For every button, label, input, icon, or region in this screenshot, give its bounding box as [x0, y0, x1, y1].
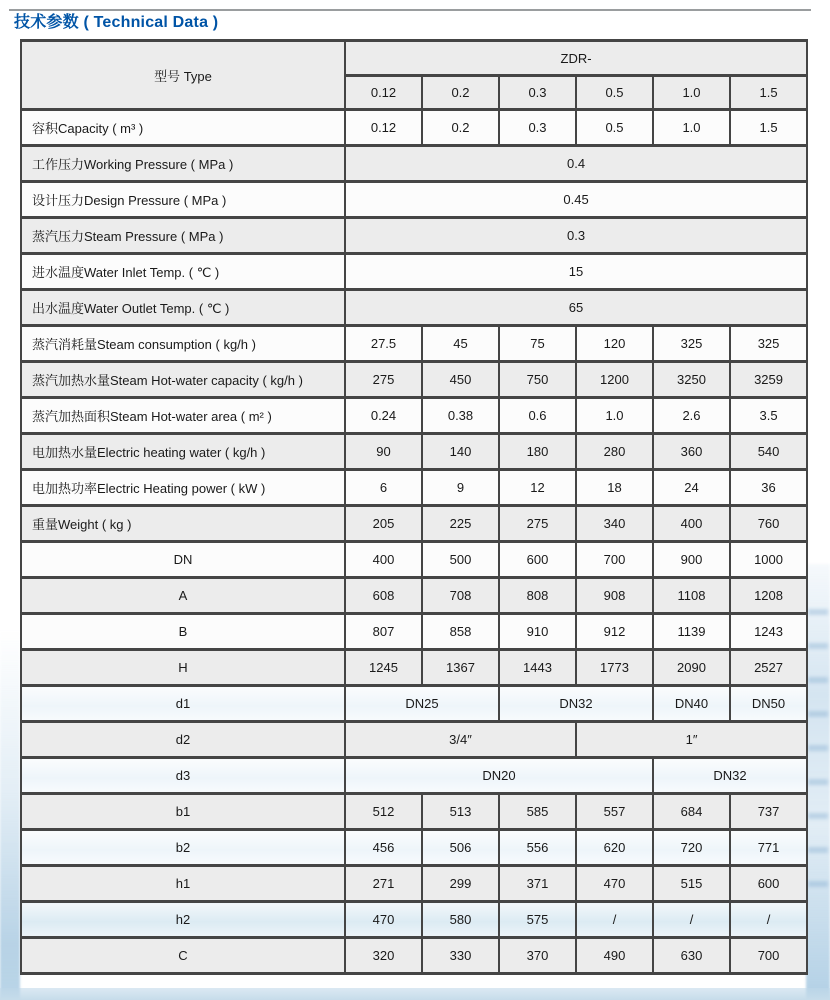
value-cell: DN32: [653, 758, 807, 794]
value-cell: 3.5: [730, 398, 807, 434]
value-cell: 205: [345, 506, 422, 542]
row-label: 出水温度Water Outlet Temp. ( ℃ ): [21, 290, 345, 326]
value-cell: 557: [576, 794, 653, 830]
value-cell: 120: [576, 326, 653, 362]
value-cell: 500: [422, 542, 499, 578]
value-cell: 0.2: [422, 110, 499, 146]
value-cell: 271: [345, 866, 422, 902]
value-cell: 24: [653, 470, 730, 506]
value-cell: DN25: [345, 686, 499, 722]
value-cell: /: [653, 902, 730, 938]
value-cell: 275: [345, 362, 422, 398]
value-cell: 807: [345, 614, 422, 650]
type-header-cell: 型号 Type: [21, 41, 345, 110]
value-cell: 0.4: [345, 146, 807, 182]
value-cell: 1443: [499, 650, 576, 686]
value-cell: 27.5: [345, 326, 422, 362]
table-row: [21, 650, 807, 686]
series-header-cell: ZDR-: [345, 41, 807, 76]
value-cell: 400: [345, 542, 422, 578]
value-cell: 600: [730, 866, 807, 902]
table-row: [21, 398, 807, 434]
value-cell: 684: [653, 794, 730, 830]
value-cell: DN40: [653, 686, 730, 722]
value-cell: 1243: [730, 614, 807, 650]
value-cell: 0.38: [422, 398, 499, 434]
row-label: 容积Capacity ( m³ ): [21, 110, 345, 146]
value-cell: 808: [499, 578, 576, 614]
value-cell: 1.0: [653, 110, 730, 146]
value-cell: 708: [422, 578, 499, 614]
table-row: [21, 254, 807, 290]
value-cell: 225: [422, 506, 499, 542]
table-row: [21, 326, 807, 362]
value-cell: 0.24: [345, 398, 422, 434]
series-header-row: [21, 41, 807, 76]
page-title: 技术参数 ( Technical Data ): [14, 14, 219, 31]
value-cell: 275: [499, 506, 576, 542]
table-row: [21, 542, 807, 578]
value-cell: 700: [730, 938, 807, 974]
model-header-cell: 1.0: [653, 76, 730, 110]
table-row: [21, 794, 807, 830]
value-cell: 1000: [730, 542, 807, 578]
value-cell: 720: [653, 830, 730, 866]
value-cell: 45: [422, 326, 499, 362]
table-row: [21, 758, 807, 794]
value-cell: 512: [345, 794, 422, 830]
value-cell: 910: [499, 614, 576, 650]
value-cell: 0.3: [345, 218, 807, 254]
table-row: [21, 290, 807, 326]
value-cell: 325: [730, 326, 807, 362]
table-row: [21, 578, 807, 614]
value-cell: 912: [576, 614, 653, 650]
value-cell: 18: [576, 470, 653, 506]
value-cell: 490: [576, 938, 653, 974]
value-cell: 36: [730, 470, 807, 506]
row-label: 蒸汽加热面积Steam Hot-water area ( m² ): [21, 398, 345, 434]
model-header-cell: 0.5: [576, 76, 653, 110]
value-cell: 1773: [576, 650, 653, 686]
value-cell: 90: [345, 434, 422, 470]
table-head: [21, 41, 807, 110]
row-label: 蒸汽加热水量Steam Hot-water capacity ( kg/h ): [21, 362, 345, 398]
value-cell: 12: [499, 470, 576, 506]
value-cell: 299: [422, 866, 499, 902]
value-cell: 1245: [345, 650, 422, 686]
value-cell: 470: [576, 866, 653, 902]
value-cell: 3250: [653, 362, 730, 398]
row-label: 工作压力Working Pressure ( MPa ): [21, 146, 345, 182]
row-label: 蒸汽压力Steam Pressure ( MPa ): [21, 218, 345, 254]
value-cell: 280: [576, 434, 653, 470]
table-row: [21, 722, 807, 758]
value-cell: 750: [499, 362, 576, 398]
value-cell: 630: [653, 938, 730, 974]
value-cell: 2527: [730, 650, 807, 686]
watermark-photo-bottom: [0, 988, 830, 1000]
value-cell: 2.6: [653, 398, 730, 434]
value-cell: 0.5: [576, 110, 653, 146]
table-row: [21, 866, 807, 902]
model-header-cell: 0.3: [499, 76, 576, 110]
value-cell: 180: [499, 434, 576, 470]
value-cell: 75: [499, 326, 576, 362]
value-cell: 470: [345, 902, 422, 938]
table-row: [21, 506, 807, 542]
value-cell: 760: [730, 506, 807, 542]
row-label: d2: [21, 722, 345, 758]
watermark-photo-marks: [808, 609, 828, 909]
value-cell: 15: [345, 254, 807, 290]
value-cell: 450: [422, 362, 499, 398]
value-cell: 900: [653, 542, 730, 578]
model-header-cell: 1.5: [730, 76, 807, 110]
value-cell: 340: [576, 506, 653, 542]
row-label: A: [21, 578, 345, 614]
table-row: [21, 182, 807, 218]
value-cell: 325: [653, 326, 730, 362]
row-label: b1: [21, 794, 345, 830]
value-cell: 540: [730, 434, 807, 470]
table-body: [21, 110, 807, 974]
value-cell: 1367: [422, 650, 499, 686]
table-row: [21, 110, 807, 146]
table-row: [21, 218, 807, 254]
value-cell: 580: [422, 902, 499, 938]
value-cell: 1″: [576, 722, 807, 758]
value-cell: 908: [576, 578, 653, 614]
value-cell: 3/4″: [345, 722, 576, 758]
value-cell: 608: [345, 578, 422, 614]
value-cell: 771: [730, 830, 807, 866]
value-cell: DN32: [499, 686, 653, 722]
value-cell: DN20: [345, 758, 653, 794]
model-header-cell: 0.12: [345, 76, 422, 110]
value-cell: 506: [422, 830, 499, 866]
row-label: h2: [21, 902, 345, 938]
row-label: DN: [21, 542, 345, 578]
table-row: [21, 146, 807, 182]
value-cell: 575: [499, 902, 576, 938]
row-label: 电加热功率Electric Heating power ( kW ): [21, 470, 345, 506]
row-label: 蒸汽消耗量Steam consumption ( kg/h ): [21, 326, 345, 362]
value-cell: 6: [345, 470, 422, 506]
table-row: [21, 614, 807, 650]
value-cell: 515: [653, 866, 730, 902]
table-row: [21, 938, 807, 974]
value-cell: 9: [422, 470, 499, 506]
value-cell: DN50: [730, 686, 807, 722]
value-cell: 400: [653, 506, 730, 542]
value-cell: 620: [576, 830, 653, 866]
value-cell: 370: [499, 938, 576, 974]
value-cell: 0.45: [345, 182, 807, 218]
table-row: [21, 434, 807, 470]
value-cell: 360: [653, 434, 730, 470]
value-cell: 585: [499, 794, 576, 830]
row-label: d3: [21, 758, 345, 794]
row-label: b2: [21, 830, 345, 866]
value-cell: 320: [345, 938, 422, 974]
value-cell: 140: [422, 434, 499, 470]
value-cell: 371: [499, 866, 576, 902]
value-cell: 1208: [730, 578, 807, 614]
row-label: B: [21, 614, 345, 650]
value-cell: 513: [422, 794, 499, 830]
row-label: 电加热水量Electric heating water ( kg/h ): [21, 434, 345, 470]
value-cell: 1.5: [730, 110, 807, 146]
value-cell: /: [576, 902, 653, 938]
value-cell: 2090: [653, 650, 730, 686]
value-cell: 330: [422, 938, 499, 974]
value-cell: /: [730, 902, 807, 938]
watermark-photo-right: [806, 564, 830, 1000]
row-label: d1: [21, 686, 345, 722]
table-row: [21, 686, 807, 722]
value-cell: 0.3: [499, 110, 576, 146]
value-cell: 456: [345, 830, 422, 866]
row-label: C: [21, 938, 345, 974]
row-label: 重量Weight ( kg ): [21, 506, 345, 542]
value-cell: 737: [730, 794, 807, 830]
value-cell: 1200: [576, 362, 653, 398]
table-row: [21, 830, 807, 866]
model-header-cell: 0.2: [422, 76, 499, 110]
technical-data-table: [20, 39, 808, 975]
value-cell: 3259: [730, 362, 807, 398]
value-cell: 65: [345, 290, 807, 326]
row-label: h1: [21, 866, 345, 902]
row-label: H: [21, 650, 345, 686]
table-row: [21, 902, 807, 938]
value-cell: 556: [499, 830, 576, 866]
value-cell: 1139: [653, 614, 730, 650]
table-row: [21, 470, 807, 506]
value-cell: 1.0: [576, 398, 653, 434]
table-row: [21, 362, 807, 398]
value-cell: 600: [499, 542, 576, 578]
value-cell: 700: [576, 542, 653, 578]
value-cell: 0.12: [345, 110, 422, 146]
value-cell: 858: [422, 614, 499, 650]
value-cell: 1108: [653, 578, 730, 614]
row-label: 设计压力Design Pressure ( MPa ): [21, 182, 345, 218]
value-cell: 0.6: [499, 398, 576, 434]
watermark-photo-left: [0, 629, 20, 1000]
row-label: 进水温度Water Inlet Temp. ( ℃ ): [21, 254, 345, 290]
